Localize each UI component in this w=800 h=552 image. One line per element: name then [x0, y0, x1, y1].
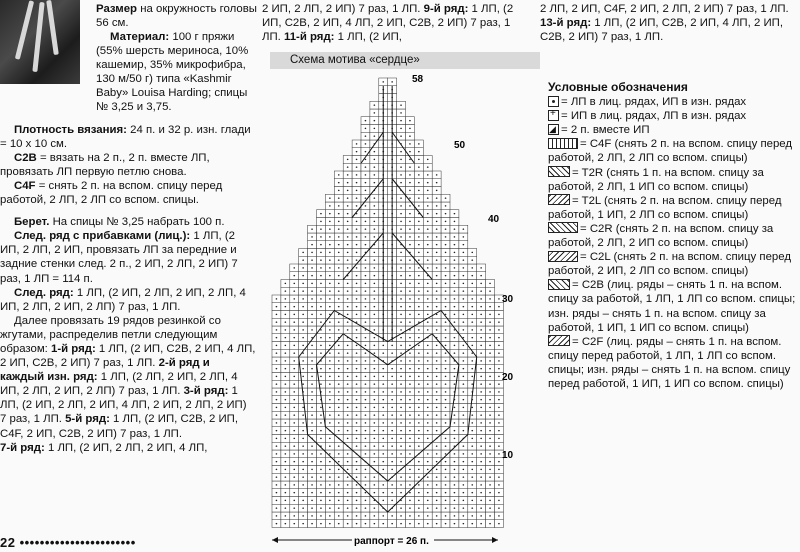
legend-item: = C2F (лиц. ряды – снять 1 п. на вспом. спицу перед работой, 1 ЛП, 1 ЛП со вспом. спицы; изн. ряды – снять 1 п. на вспом. спицу перед работой, 1 ИП, 1 ИП со вспом. спицы) — [548, 335, 791, 390]
legend-title: Условные обозначения — [548, 80, 688, 94]
cable-c4f-icon — [548, 138, 578, 149]
row-label-58: 58 — [412, 74, 424, 85]
row-label-20: 20 — [502, 372, 514, 383]
row-label-30: 30 — [502, 294, 514, 305]
row-label-10: 10 — [502, 450, 514, 461]
right-top-text: 2 ЛП, 2 ИП, C4F, 2 ИП, 2 ЛП, 2 ИП) 7 раз, 1 ЛП. 13-й ряд: 1 ЛП, (2 ИП, С2В, 2 ИП, 4 ЛП, 2 ИП, С2В, 2 ИП) 7 раз, 1 ЛП. — [540, 3, 789, 44]
legend — [548, 80, 798, 391]
legend-item: += ИП в лиц. рядах, ЛП в изн. рядах — [548, 109, 798, 123]
legend-item: = C2L (снять 2 п. на вспом. спицу перед работой, 2 ИП, 2 ЛП со вспом. спицы) — [548, 251, 791, 278]
material-label: Материал: — [110, 31, 170, 43]
next-row-inc-label: След. ряд с прибавками (лиц.): — [14, 230, 191, 243]
cable-c2f-icon — [548, 335, 570, 346]
c2b-label: C2B — [14, 151, 37, 164]
row7-label: 7-й ряд: — [0, 441, 45, 454]
row5-label: 5-й ряд: — [61, 413, 110, 426]
legend-item: ◢= 2 п. вместе ИП — [548, 123, 798, 137]
next-row-inc-text: 1 ЛП, (2 ИП, 2 ЛП, 2 ИП, провязать ЛП за передние и задние стенки след. 2 п., 2 ИП, 2 ЛП, 2 ИП) 7 раз, 1 ЛП = 114 п. — [0, 230, 238, 285]
cable-t2l-icon — [548, 194, 570, 205]
size-material-block — [96, 2, 258, 30]
cable-c2l-icon — [548, 251, 578, 262]
beret-label: Берет. — [14, 216, 50, 229]
cable-c2b-icon — [548, 279, 570, 290]
dot-square-icon — [548, 96, 559, 107]
c4f-label: C4F — [14, 179, 36, 192]
next-row-text: 1 ЛП, (2 ИП, 2 ЛП, 2 ИП, 2 ЛП, 4 ИП, 2 ЛП, 2 ИП, 2 ЛП) 7 раз, 1 ЛП. — [0, 286, 246, 313]
k2tog-icon — [548, 124, 559, 135]
row1-text: 1 ЛП, (2 ИП, С2В, 2 ИП, 4 ЛП, 2 ИП, С2В, 2 ИП) 7 раз, 1 ЛП. — [0, 342, 256, 370]
plus-square-icon — [548, 110, 559, 121]
cable-c2r-icon — [548, 222, 578, 233]
row5-text: 1 ЛП, (2 ИП, С2В, 2 ИП, C4F, 2 ИП, С2В, 2 ИП) 7 раз, 1 ЛП. — [0, 413, 239, 440]
chart-cells — [272, 78, 503, 528]
legend-item: = C2R (снять 2 п. на вспом. спицу за работой, 2 ЛП, 2 ИП со вспом. спицы) — [548, 222, 774, 250]
legend-item: = T2R (снять 1 п. на вспом. спицу за работой, 2 ЛП, 1 ИП со вспом. спицы) — [548, 166, 764, 193]
size-text: на окружность головы 56 см. — [96, 3, 257, 30]
row-label-40: 40 — [488, 214, 500, 225]
density-label: Плотность вязания: — [14, 123, 127, 136]
cable-t2r-icon — [548, 166, 570, 177]
page-number-footer: 22 ••••••••••••••••••••••• — [0, 535, 136, 550]
row1-label: 1-й ряд: — [47, 342, 96, 355]
further-text: Далее провязать 19 рядов резинкой со жгутами, распределив петли следующим образом: — [0, 314, 221, 355]
right-column — [540, 0, 800, 552]
middle-top-text: 2 ИП, 2 ЛП, 2 ИП) 7 раз, 1 ЛП. 9-й ряд: 1 ЛП, (2 ИП, С2В, 2 ИП, 4 ЛП, 2 ИП, С2В, 2 ИП) 7 раз, 1 ЛП. 11-й ряд: 1 ЛП, (2 ИП, — [262, 3, 514, 44]
material-text: 100 г пряжи (55% шерсть мериноса, 10% кашемир, 35% микрофибра, 130 м/50 г) типа «Kashmir Baby» Louisa Harding; спицы № 3,25 и 3,75. — [96, 31, 249, 114]
size-label: Размер — [96, 3, 138, 15]
row2-label: 2-й ряд и каждый изн. ряд: — [0, 357, 210, 384]
beret-text: На спицы № 3,25 набрать 100 п. — [49, 216, 225, 229]
row3-text: 1 ЛП, (2 ИП, 2 ЛП, 2 ИП, 4 ЛП, 2 ИП, 2 ЛП, 2 ИП) 7 раз, 1 ЛП. — [0, 385, 247, 426]
legend-items — [548, 95, 798, 391]
density-text: 24 п. и 32 р. изн. глади = 10 х 10 см. — [0, 123, 251, 150]
rapport-label: раппорт = 26 п. — [354, 536, 429, 547]
left-body — [0, 30, 256, 455]
c2b-text: = вязать на 2 п., 2 п. вместе ЛП, провязать ЛП первую петлю снова. — [0, 151, 210, 178]
legend-item: = T2L (снять 2 п. на вспом. спицу перед работой, 1 ИП, 2 ЛП со вспом. спицы) — [548, 194, 782, 221]
legend-item: = ЛП в лиц. рядах, ИП в изн. рядах — [548, 95, 798, 109]
next-row-label: След. ряд: — [14, 286, 74, 299]
chart-title: Схема мотива «сердце» — [270, 52, 540, 69]
row3-label: 3-й ряд: — [180, 385, 229, 398]
row-label-50: 50 — [454, 140, 466, 151]
c4f-text: = снять 2 п. на вспом. спицу перед работой, 2 ЛП, 2 ЛП со вспом. спицы. — [0, 179, 223, 207]
row7-text: 1 ЛП, (2 ИП, 2 ЛП, 2 ИП, 4 ЛП, — [44, 441, 208, 454]
legend-item: = C4F (снять 2 п. на вспом. спицу перед работой, 2 ЛП, 2 ЛП со вспом. спицы) — [548, 138, 793, 165]
middle-column — [262, 0, 532, 552]
heart-motif-chart — [262, 70, 532, 552]
legend-item: = C2B (лиц. ряды – снять 1 п. на вспом. спицу за работой, 1 ЛП, 1 ЛП со вспом. спицы; изн. ряды – снять 1 п. на вспом. спицу за работой, 1 ИП, 1 ИП со вспом. спицы) — [548, 279, 796, 334]
left-column — [0, 0, 258, 552]
row2-text: 1 ЛП, (2 ЛП, 2 ИП, 2 ЛП, 4 ИП, 2 ЛП, 2 ИП, 2 ЛП) 7 раз, 1 ЛП. — [0, 371, 238, 398]
